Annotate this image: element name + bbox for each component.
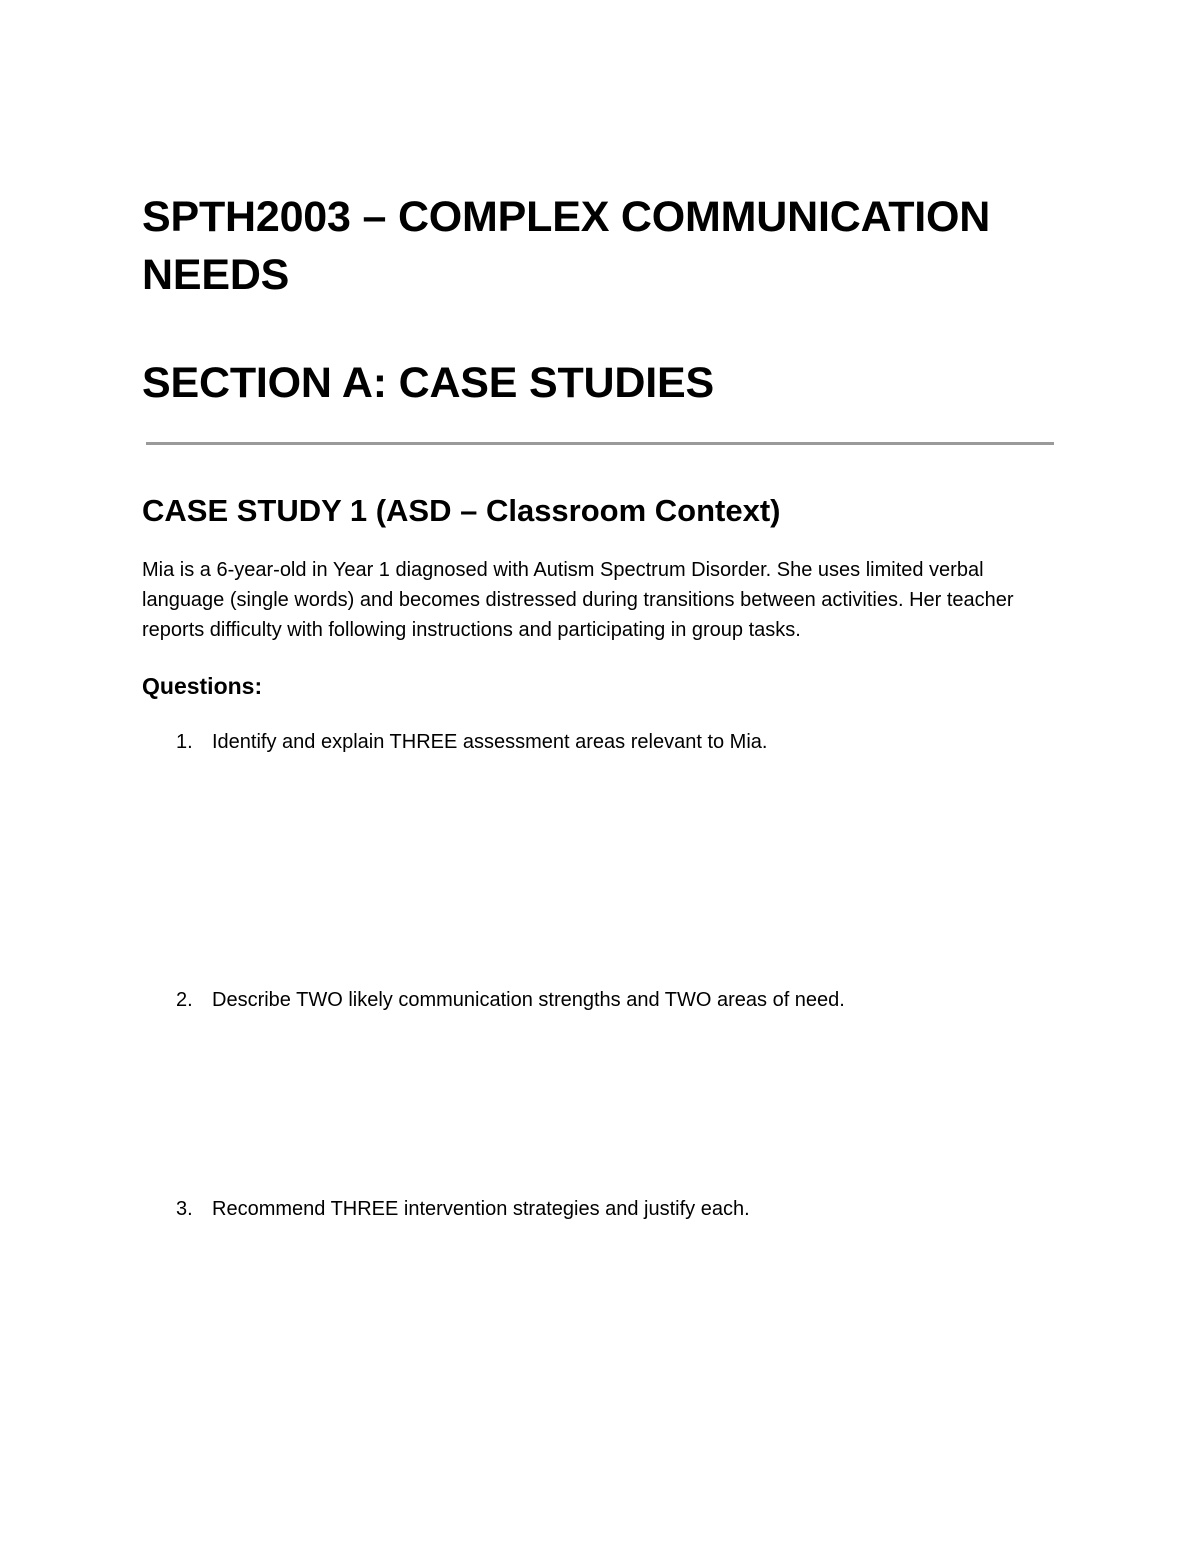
question-number: 3. — [176, 1198, 193, 1220]
question-text: Describe TWO likely communication strengths and TWO areas of need. — [212, 989, 845, 1011]
section-title: SECTION A: CASE STUDIES — [142, 359, 714, 407]
question-number: 1. — [176, 731, 193, 753]
questions-heading: Questions: — [142, 673, 263, 699]
question-number: 2. — [176, 989, 193, 1011]
question-text: Recommend THREE intervention strategies and justify each. — [212, 1198, 750, 1220]
case-study-title: CASE STUDY 1 (ASD – Classroom Context) — [142, 493, 781, 528]
case-study-description: Mia is a 6-year-old in Year 1 diagnosed with Autism Spectrum Disorder. She uses limited verbal language (single words) and becomes distressed during transitions between activities. Her teacher reports difficulty with following instructions and participating in group tasks. — [142, 559, 1014, 641]
question-text: Identify and explain THREE assessment areas relevant to Mia. — [212, 731, 768, 753]
document-title: SPTH2003 – COMPLEX COMMUNICATION NEEDS — [142, 193, 991, 299]
horizontal-rule — [146, 442, 1054, 445]
